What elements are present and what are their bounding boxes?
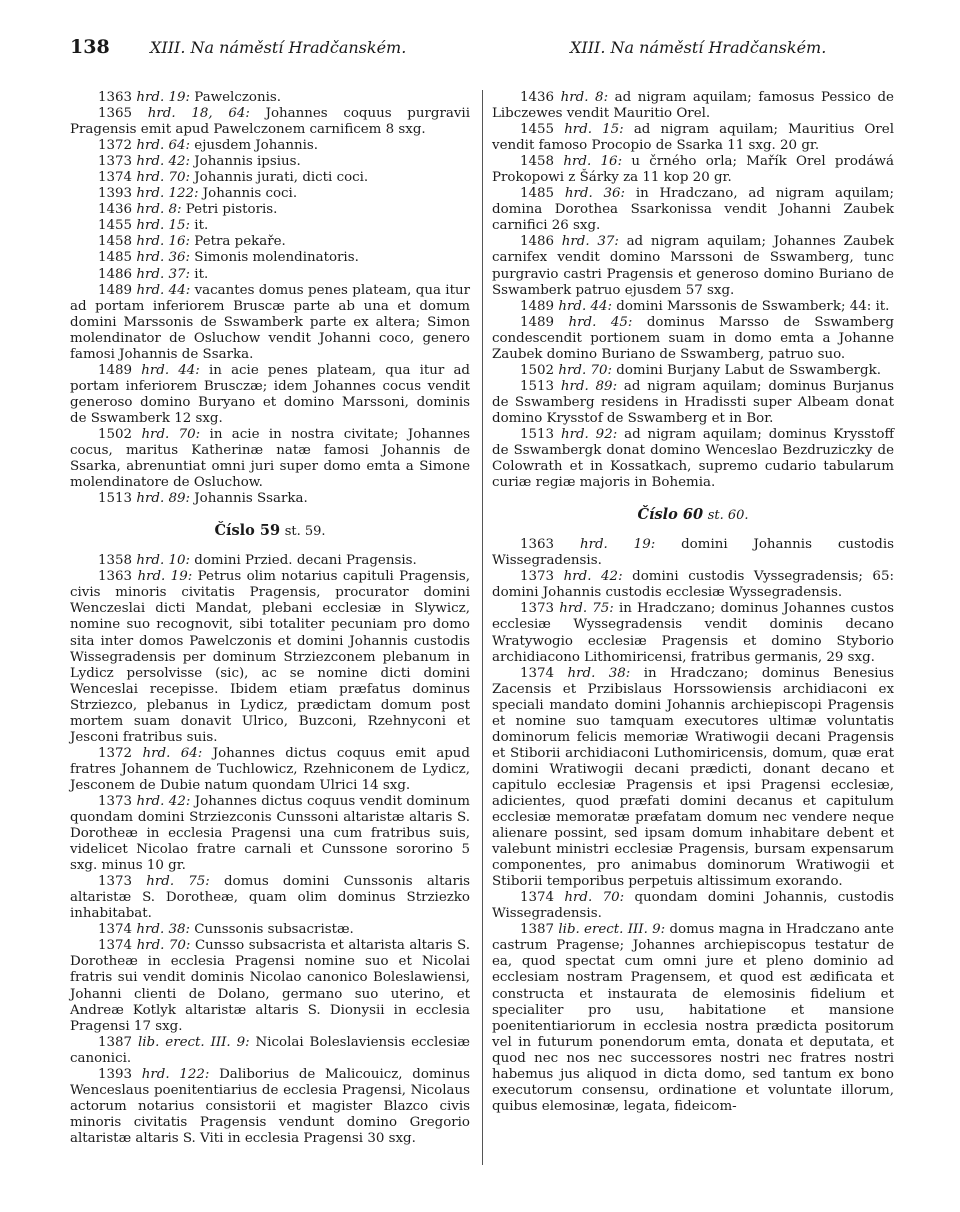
- entry-text: in Hradczano, ad nigram aquilam; domina Dorothea Ssarkonissa vendit Johanni Zaubek carnifici 26 sxg.: [492, 186, 894, 234]
- entry-text: Cunsso subsacrista et altarista altaris S. Dorotheæ in ecclesia Pragensi nomine suo et Nicolai fratris sui vendit dominis Nicolao canonico Boleslawiensi, Johanni clienti de Dolano, germano suo uterino, et Andreæ Kotlyk altaristæ altaris S. Dionysii in ecclesia Pragensi 17 sxg.: [70, 938, 470, 1034]
- entry-text: it.: [194, 266, 209, 282]
- entry-year: 1489: [520, 314, 555, 330]
- entry: [70, 1035, 470, 1067]
- entry-text: Daliborius de Malicouicz, dominus Wenceslaus poenitentiarius de ecclesia Pragensi, Nicolaus actorum notarius consistorii et magister Blazco civis minoris civitatis Pragensis vendunt domino Gregorio altaristæ altaris S. Viti in ecclesia Pragensi 30 sxg.: [70, 1066, 470, 1146]
- entry-year: 1374: [520, 890, 555, 906]
- entry-text: ad nigram aquilam; dominus Krysstoff de Sswambergk donat domino Wenceslao Bezdruziczky de Colowrath et in Kossatkach, supremo cudario tabularum curiæ regiæ majoris in Bohemia.: [492, 426, 894, 491]
- entry: [70, 250, 470, 266]
- entry-year: 1485: [98, 250, 133, 266]
- entry-reference: hrd. 38:: [567, 665, 631, 681]
- entry: [492, 569, 894, 601]
- entry-year: 1455: [520, 122, 555, 138]
- entry: [70, 170, 470, 186]
- entry-text: Petra pekaře.: [194, 234, 286, 250]
- heading-st: st. 60.: [707, 508, 749, 524]
- section-heading-60: [492, 507, 894, 524]
- entry-text: ad nigram aquilam; famosus Pessico de Libczewes vendit Mauritio Orel.: [492, 90, 894, 122]
- column-divider: [482, 90, 483, 1165]
- entry-reference: hrd. 16:: [136, 234, 191, 250]
- entry: [70, 874, 470, 922]
- entry: [492, 122, 894, 154]
- entry: [70, 202, 470, 218]
- entry: [70, 186, 470, 202]
- page-header: [0, 36, 960, 66]
- left-entries-a: [70, 90, 470, 507]
- entry-reference: hrd. 38:: [136, 922, 191, 938]
- right-entries-a: [492, 90, 894, 491]
- entry: [492, 154, 894, 186]
- entry: [70, 491, 470, 507]
- entry-reference: hrd. 44:: [558, 298, 613, 314]
- entry-reference: hrd. 37:: [136, 266, 191, 282]
- entry-reference: lib. erect. III. 9:: [558, 922, 666, 938]
- entry-reference: hrd. 19:: [579, 537, 656, 553]
- entry: [70, 138, 470, 154]
- entry-text: ad nigram aquilam; Johannes Zaubek carnifex vendit domino Marssoni de Sswamberg, tunc purgravio castri Pragensis et generoso domino Buriano de Sswamberk patruo ejusdem 57 sxg.: [492, 234, 894, 298]
- entry-year: 1373: [520, 601, 555, 617]
- entry-reference: lib. erect. III. 9:: [137, 1034, 250, 1050]
- entry-year: 1387: [98, 1034, 133, 1050]
- entry-text: Cunssonis subsacristæ.: [194, 922, 354, 938]
- entry-reference: hrd. 122:: [136, 186, 199, 202]
- entry: [70, 363, 470, 427]
- entry-year: 1458: [520, 154, 555, 170]
- entry-year: 1489: [98, 362, 133, 378]
- entry-reference: hrd. 75:: [146, 874, 210, 890]
- entry-text: Johannis ipsius.: [194, 154, 301, 170]
- entry-year: 1372: [98, 138, 133, 154]
- entry-reference: hrd. 70:: [558, 362, 613, 378]
- entry-text: quondam domini Johannis, custodis Wissegradensis.: [492, 890, 894, 922]
- entry-year: 1502: [520, 362, 555, 378]
- entry-text: in acie in nostra civitate; Johannes cocus, maritus Katherinæ natæ famosi Johannis de Ssarka, abrenuntiat omni juri super domo emta a Simone molendinatore de Osluchow.: [70, 426, 470, 491]
- entry-reference: hrd. 8:: [560, 90, 609, 105]
- entry-reference: hrd. 19:: [137, 569, 193, 585]
- right-column: [492, 90, 894, 1115]
- entry-reference: hrd. 64:: [136, 138, 191, 154]
- entry: [492, 537, 894, 569]
- entry-reference: hrd. 8:: [136, 202, 182, 218]
- entry: [492, 299, 894, 315]
- entry: [492, 315, 894, 363]
- section-heading-59: [70, 523, 470, 540]
- entry-reference: hrd. 44:: [136, 282, 191, 298]
- entry-year: 1374: [98, 938, 133, 954]
- entry-text: Johannis Ssarka.: [194, 491, 308, 507]
- entry: [492, 379, 894, 427]
- entry: [70, 154, 470, 170]
- entry-reference: hrd. 89:: [560, 378, 618, 394]
- entry-reference: hrd. 70:: [136, 938, 191, 954]
- entry-text: dominus Marsso de Sswamberg condescendit portionem suam in domo emta a Johanne Zaubek domino Buriano de Sswamberg, patruo suo.: [492, 314, 894, 362]
- entry-year: 1358: [98, 553, 133, 569]
- entry: [70, 90, 470, 106]
- entry-reference: hrd. 36:: [136, 250, 191, 266]
- entry-reference: hrd. 89:: [136, 491, 191, 507]
- entry-reference: hrd. 16:: [563, 154, 623, 170]
- entry-year: 1393: [98, 186, 133, 202]
- entry-text: Petrus olim notarius capituli Pragensis, civis minoris civitatis Pragensis, procurator domini Wenczeslai dicti Mandat, plebani ecclesiæ in Slywicz, nomine suo recognovit, sibi totaliter pecuniam pro domo sita inter domos Pawelczonis et domini Johannis custodis Wissegradensis per dominum Strziezconem plebanum in Lydicz persolvisse (sic), ac se nomine dicti domini Wenceslai recepisse. Ibidem etiam præfatus dominus Strziezco, plebanus in Lydicz, prædictam domum post mortem suam donavit Ulrico, Buzconi, Rzehnyconi et Jesconi fratribus suis.: [70, 569, 470, 745]
- entry: [492, 427, 894, 491]
- entry: [70, 218, 470, 234]
- entry-year: 1502: [98, 426, 133, 442]
- entry-year: 1374: [520, 665, 555, 681]
- entry-text: in Hradczano; dominus Johannes custos ecclesiæ Wyssegradensis vendit dominis decano Wratywogio ecclesiæ Pragensis et domino Styborio archidiacono Lithomiricensi, fratribus germanis, 29 sxg.: [492, 601, 894, 665]
- entry-year: 1485: [520, 186, 555, 202]
- entry-text: vacantes domus penes plateam, qua itur ad portam inferiorem Bruscæ parte ab una et domum domini Marssonis de Sswamberk parte ex altera; Simon molendinator de Osluchow vendit Johanni coco, genero famosi Johannis de Ssarka.: [70, 282, 470, 362]
- entry-reference: hrd. 15:: [564, 122, 624, 138]
- entry-reference: hrd. 70:: [136, 170, 191, 186]
- entry-text: Johannes dictus coquus vendit dominum quondam domini Strziezconis Cunssoni altaristæ altaris S. Dorotheæ in ecclesia Pragensi una cum fratribus suis, videlicet Nicolao fratre carnali et Cunssone sororino 5 sxg. minus 10 gr.: [70, 793, 470, 874]
- entry-reference: hrd. 64:: [142, 745, 203, 761]
- entry-year: 1486: [98, 266, 133, 282]
- entry-text: ejusdem Johannis.: [194, 138, 319, 154]
- entry-text: domus domini Cunssonis altaris altaristæ S. Dorotheæ, quam olim dominus Strziezko inhabitabat.: [70, 874, 470, 922]
- left-entries-b: [70, 553, 470, 1147]
- entry-reference: hrd. 19:: [136, 90, 191, 105]
- entry-reference: hrd. 36:: [564, 186, 626, 202]
- entry-reference: hrd. 44:: [141, 362, 200, 378]
- entry-year: 1513: [98, 491, 133, 507]
- entry-text: it.: [194, 218, 209, 234]
- entry-year: 1374: [98, 922, 133, 938]
- entry-reference: hrd. 10:: [136, 553, 191, 569]
- entry-year: 1387: [520, 922, 555, 938]
- entry-year: 1373: [520, 569, 555, 585]
- entry-reference: hrd. 45:: [568, 314, 633, 330]
- entry-year: 1372: [98, 745, 133, 761]
- entry: [70, 794, 470, 874]
- entry-year: 1363: [98, 90, 133, 105]
- entry-text: u črného orla; Mařík Orel prodáwá Prokopowi z Šárky za 11 kop 20 gr.: [492, 154, 894, 186]
- right-entries-b: [492, 537, 894, 1115]
- left-column: [70, 90, 470, 1147]
- entry-reference: hrd. 18, 64:: [147, 106, 250, 122]
- entry-year: 1455: [98, 218, 133, 234]
- entry-reference: hrd. 122:: [141, 1066, 210, 1082]
- entry-year: 1373: [98, 874, 133, 890]
- entry-text: ad nigram aquilam; dominus Burjanus de Sswamberg residens in Hradissti super Albeam donat domino Krysstof de Sswamberg et in Bor.: [492, 378, 894, 426]
- entry: [492, 186, 894, 234]
- entry: [492, 666, 894, 891]
- entry: [70, 267, 470, 283]
- entry: [492, 922, 894, 1115]
- running-title-left: XIII. Na náměstí Hradčanském.: [150, 38, 407, 57]
- entry: [492, 363, 894, 379]
- heading-number: Číslo 59: [214, 522, 281, 540]
- entry-year: 1363: [98, 569, 133, 585]
- entry-text: Pawelczonis.: [194, 90, 281, 105]
- entry: [70, 1067, 470, 1147]
- entry-text: Nicolai Boleslaviensis ecclesiæ canonici.: [70, 1034, 470, 1066]
- entry-text: Johannes dictus coquus emit apud fratres Johannem de Tuchlowicz, Rzehniconem de Lydicz, Jesconem de Dubie natum quondam Ulrici 14 sxg.: [70, 745, 470, 793]
- entry-text: domini Marssonis de Sswamberk; 44: it.: [616, 298, 890, 314]
- entry-year: 1486: [520, 234, 555, 250]
- entry: [492, 890, 894, 922]
- entry: [492, 234, 894, 298]
- entry-text: Johannis jurati, dicti coci.: [194, 170, 369, 186]
- entry-year: 1365: [98, 106, 133, 122]
- running-title-right: XIII. Na náměstí Hradčanském.: [570, 38, 827, 57]
- entry-year: 1513: [520, 426, 555, 442]
- entry-text: Johannes coquus purgravii Pragensis emit apud Pawelczonem carnificem 8 sxg.: [70, 106, 470, 138]
- entry-reference: hrd. 37:: [561, 234, 619, 250]
- entry-reference: hrd. 42:: [136, 154, 191, 170]
- entry-text: ad nigram aquilam; Mauritius Orel vendit famoso Procopio de Ssarka 11 sxg. 20 gr.: [492, 122, 895, 154]
- entry-text: Johannis coci.: [202, 186, 298, 202]
- entry-text: Petri pistoris.: [185, 202, 278, 218]
- entry-reference: hrd. 70:: [141, 426, 201, 442]
- entry-text: domini Burjany Labut de Sswambergk.: [616, 362, 881, 378]
- entry-year: 1374: [98, 170, 133, 186]
- entry: [70, 569, 470, 746]
- entry-reference: hrd. 92:: [560, 426, 618, 442]
- entry-reference: hrd. 42:: [136, 793, 191, 809]
- entry-year: 1373: [98, 154, 133, 170]
- entry-year: 1489: [520, 298, 555, 314]
- entry: [492, 601, 894, 665]
- entry: [70, 283, 470, 363]
- entry-text: domini custodis Vyssegradensis; 65: domini Johannis custodis ecclesiæ Wyssegradensis.: [492, 569, 894, 601]
- entry-year: 1393: [98, 1066, 133, 1082]
- entry: [70, 746, 470, 794]
- entry-year: 1513: [520, 378, 555, 394]
- entry-text: Simonis molendinatoris.: [194, 250, 359, 266]
- entry-text: domini Przied. decani Pragensis.: [194, 553, 417, 569]
- entry: [70, 234, 470, 250]
- entry: [70, 553, 470, 569]
- entry: [492, 90, 894, 122]
- entry: [70, 427, 470, 491]
- entry-year: 1363: [520, 537, 555, 553]
- entry-year: 1489: [98, 282, 133, 298]
- entry-text: in acie penes plateam, qua itur ad portam inferiorem Brusczæ; idem Johannes cocus vendit generoso domino Buryano et domino Marssoni, dominis de Sswamberk 12 sxg.: [70, 362, 470, 426]
- entry-text: domini Johannis custodis Wissegradensis.: [492, 537, 894, 569]
- entry-reference: hrd. 75:: [559, 601, 614, 617]
- entry: [70, 938, 470, 1034]
- entry-reference: hrd. 70:: [564, 890, 625, 906]
- entry-text: in Hradczano; dominus Benesius Zacensis et Przibislaus Horssowiensis archidiaconi ex speciali mandato domini Johannis archiepiscopi Pragensis et nomine suo tamquam executores ultimæ voluntatis dominorum felicis memoriæ Wratiwogii decani Pragensis et Stiborii archidiaconi Luthomiricensis, domum, quæ erat domini Wratiwogii decani prædicti, donant decano et capitulo ecclesiæ Pragensis et ipsi Pragensi ecclesiæ, adicientes, quod præfati domini decanus et capitulum ecclesiæ memoratæ præfatam domum nec vendere neque alienare possint, sed ipsam domum inhabitare debent et valebunt ministri ecclesiæ Pragensis, bursam expensarum componentes, pro animabus dominorum Wratiwogii et Stiborii temporibus perpetuis altissimum exorando.: [492, 665, 894, 890]
- entry-year: 1458: [98, 234, 133, 250]
- entry-year: 1436: [520, 90, 555, 105]
- entry-reference: hrd. 42:: [563, 569, 623, 585]
- heading-number: Číslo 60: [637, 506, 704, 524]
- entry-text: domus magna in Hradczano ante castrum Pragense; Johannes archiepiscopus testatur de ea, quod spectat cum omni jure et pleno dominio ad ecclesiam nostram Pragensem, et quod est ædificata et constructa et instaurata de elemosinis fidelium et specialiter pro usu, habitatione et mansione poenitentiariorum in ecclesia nostra prædicta positorum vel in futurum ponendorum emta, donata et deputata, et quod nec nos nec successores nostri nec fratres nostri habemus jus aliquod in dicta domo, sed tantum ex bono executorum consensu, ordinatione et voluntate illorum, quibus elemosinæ, legata, fideicom-: [492, 922, 894, 1114]
- entry: [70, 922, 470, 938]
- entry: [70, 106, 470, 138]
- page-number: 138: [70, 36, 110, 58]
- entry-year: 1373: [98, 793, 133, 809]
- entry-year: 1436: [98, 202, 133, 218]
- heading-st: st. 59.: [284, 524, 326, 540]
- entry-reference: hrd. 15:: [136, 218, 191, 234]
